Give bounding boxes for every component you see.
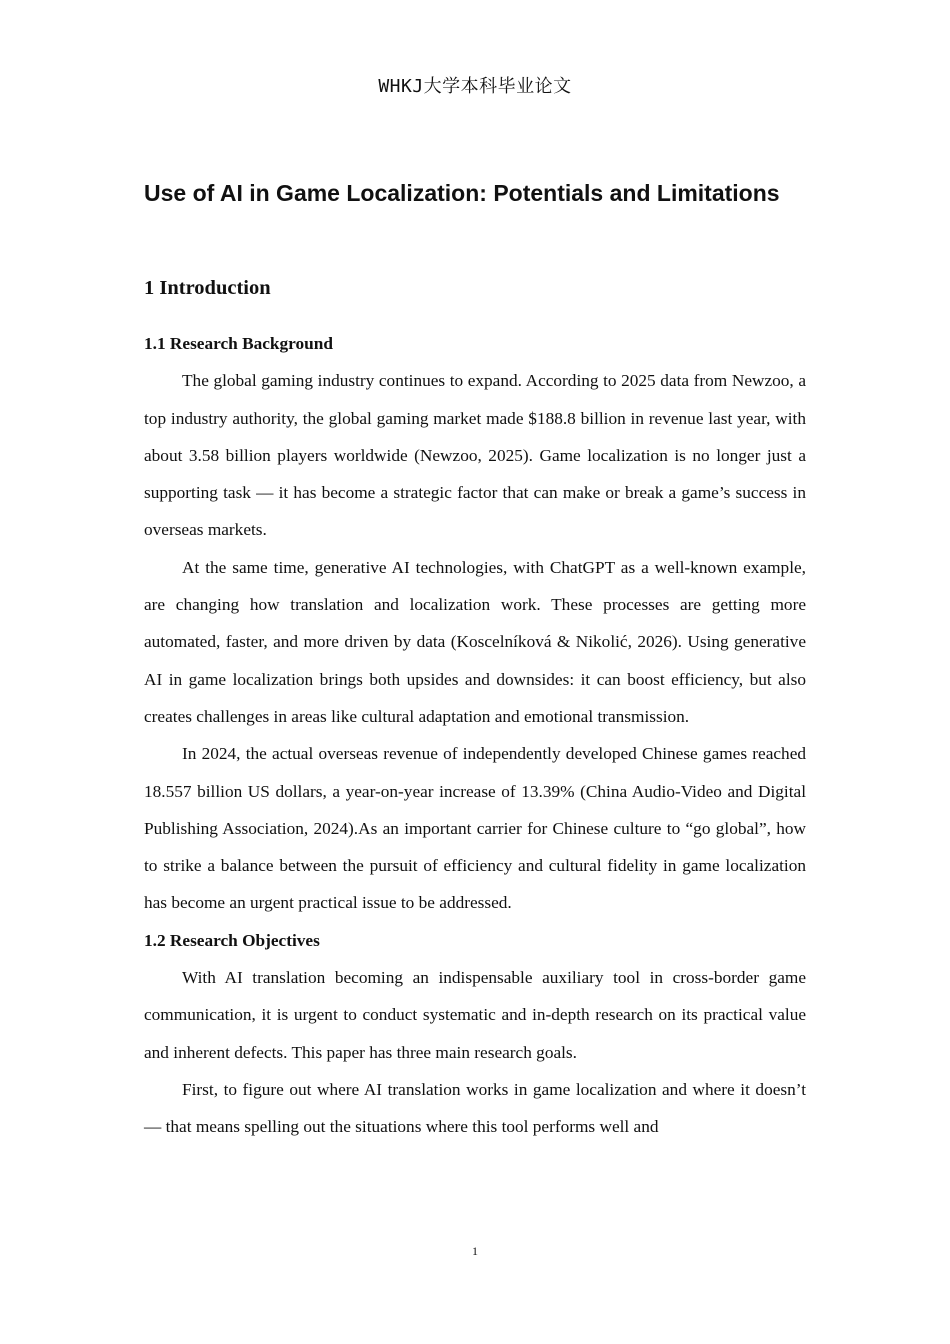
page-number: 1 xyxy=(472,1244,478,1258)
paragraph: With AI translation becoming an indispensable auxiliary tool in cross-border game communication, it is urgent to conduct systematic and in-depth research on its practical value and inherent defects. This paper has three main research goals. xyxy=(144,968,806,1062)
subsection-heading-research-background: 1.1 Research Background xyxy=(144,334,333,353)
paragraph: In 2024, the actual overseas revenue of independently developed Chinese games reached 18.557 billion US dollars, a year-on-year increase of 13.39% (China Audio-Video and Digital Publishing Association, 2024).As an important carrier for Chinese culture to “go global”, how to strike a balance between the pursuit of efficiency and cultural fidelity in game localization has become an urgent practical issue to be addressed. xyxy=(144,744,806,913)
paragraph: The global gaming industry continues to expand. According to 2025 data from Newzoo, a top industry authority, the global gaming market made $188.8 billion in revenue last year, with about 3.58 billion players worldwide (Newzoo, 2025). Game localization is no longer just a supporting task — it has become a strategic factor that can make or break a game’s success in overseas markets. xyxy=(144,371,806,540)
section-heading-introduction: 1 Introduction xyxy=(144,277,271,299)
running-header: WHKJ大学本科毕业论文 xyxy=(378,76,572,97)
subsection-heading-research-objectives: 1.2 Research Objectives xyxy=(144,930,320,950)
page-content xyxy=(144,176,806,1146)
document-title: Use of AI in Game Localization: Potentials and Limitations xyxy=(144,180,780,206)
paragraph: First, to figure out where AI translation works in game localization and where it doesn’t — that means spelling out the situations where this tool performs well and xyxy=(144,1079,806,1137)
paragraph: At the same time, generative AI technologies, with ChatGPT as a well-known example, are changing how translation and localization work. These processes are getting more automated, faster, and more driven by data (Koscelníková & Nikolić, 2026). Using generative AI in game localization brings both upsides and downsides: it can boost efficiency, but also creates challenges in areas like cultural adaptation and emotional transmission. xyxy=(144,557,806,726)
